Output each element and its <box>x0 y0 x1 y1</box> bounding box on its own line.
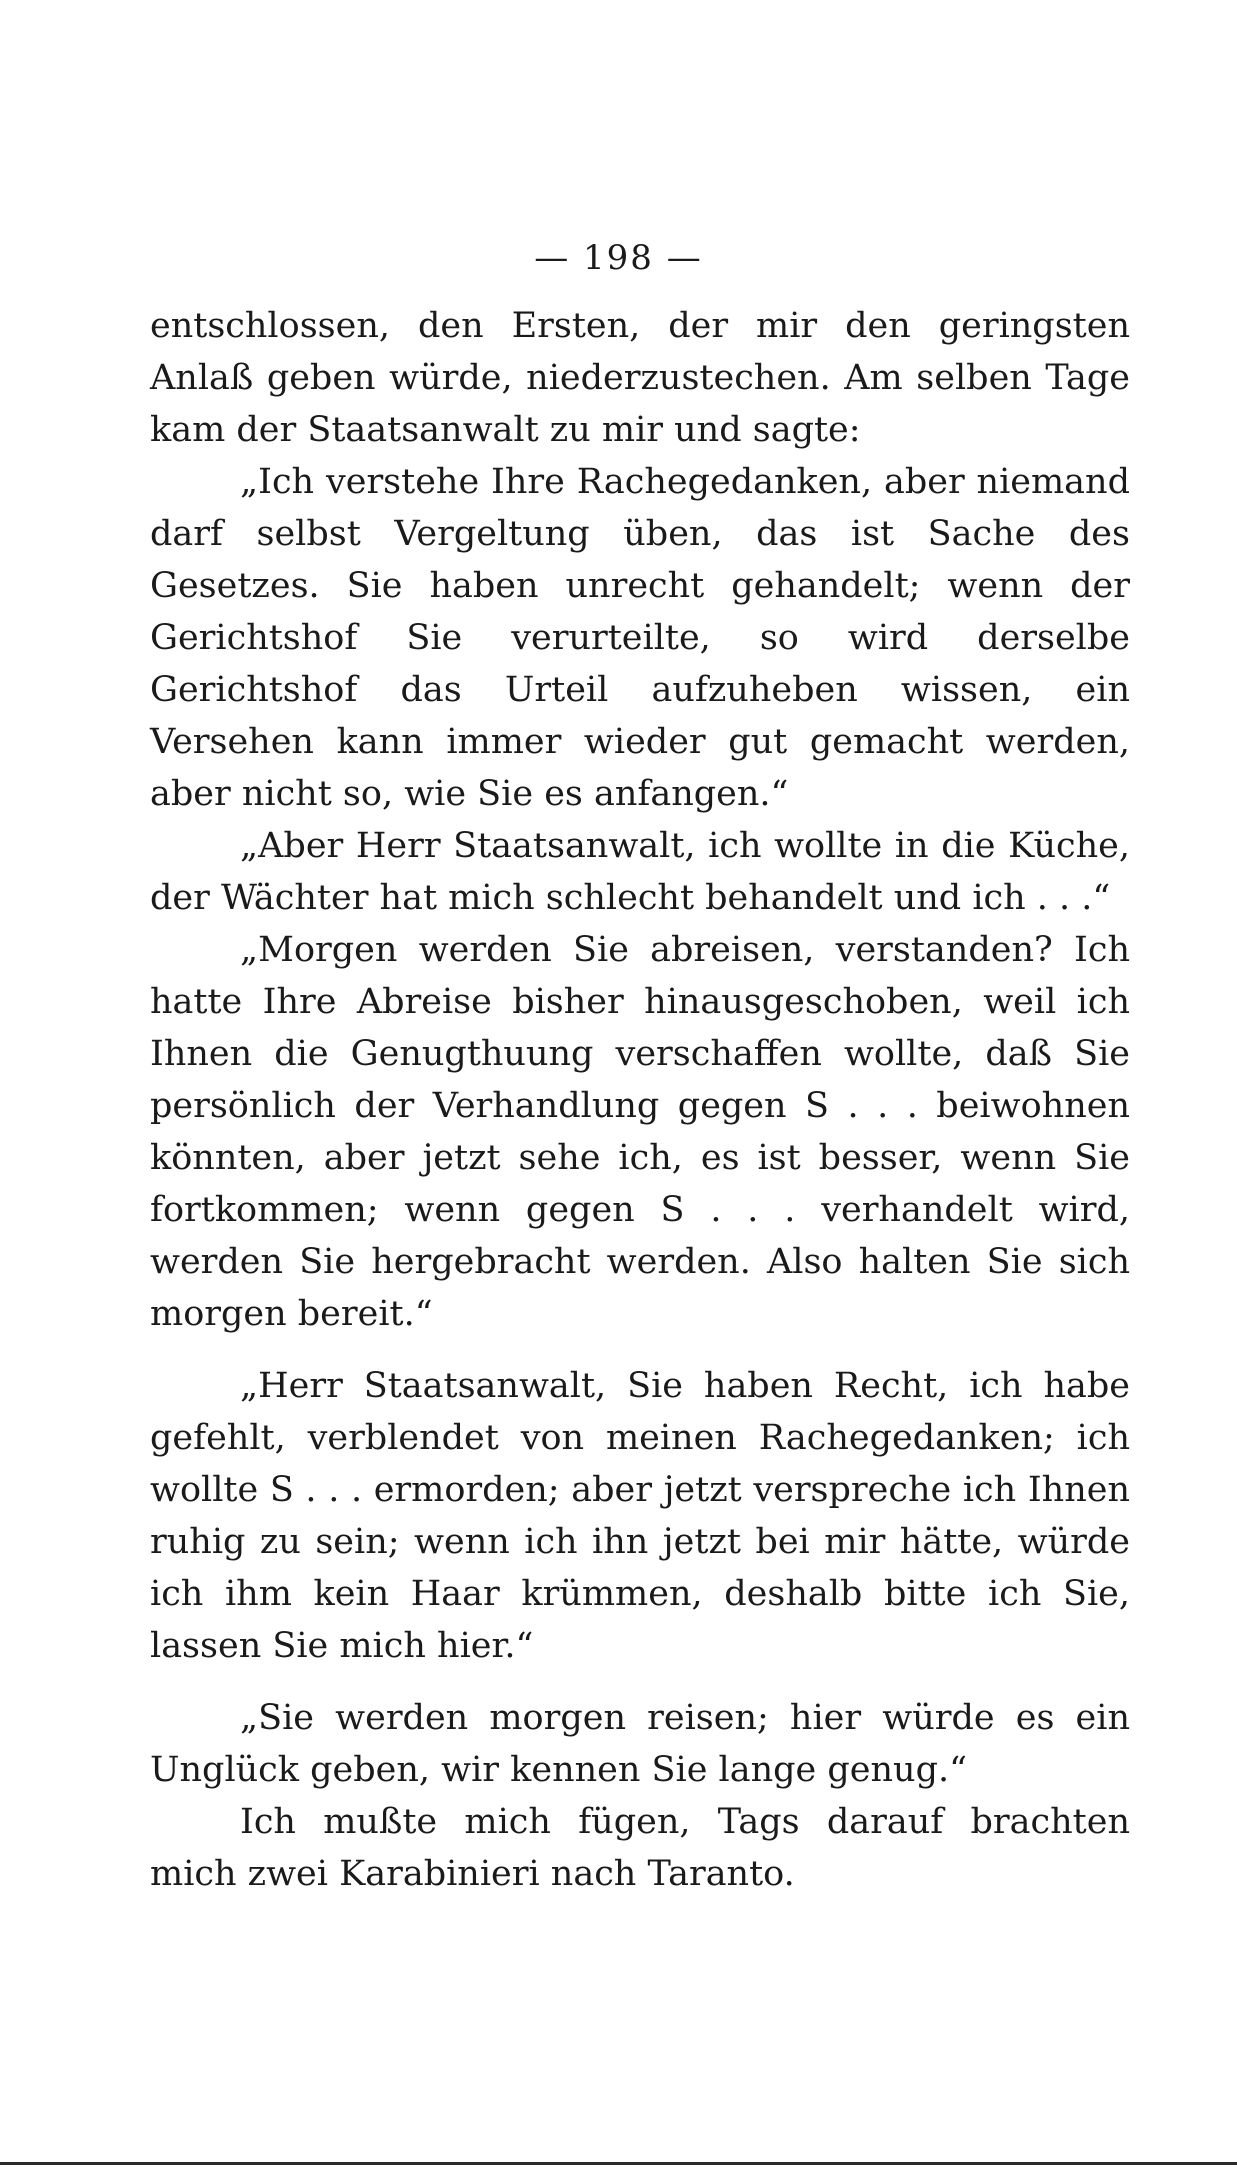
page-number: — 198 — <box>534 238 703 278</box>
paragraph-2: „Ich verstehe Ihre Rachegedanken, aber niemand darf selbst Vergeltung üben, das ist Sache des Gesetzes. Sie haben unrecht gehandelt; wenn der Gerichtshof Sie verurteilte, so wird derselbe Gerichtshof das Urteil aufzuheben wissen, ein Versehen kann immer wieder gut gemacht werden, aber nicht so, wie Sie es anfangen.“ <box>150 462 1130 814</box>
paragraph-6: „Sie werden morgen reisen; hier würde es ein Unglück geben, wir kennen Sie lange genug.“ <box>150 1698 1130 1790</box>
paragraph-5: „Herr Staatsanwalt, Sie haben Recht, ich habe gefehlt, verblendet von meinen Rachegedanken; ich wollte S . . . ermorden; aber jetzt verspreche ich Ihnen ruhig zu sein; wenn ich ihn jetzt bei mir hätte, würde ich ihm kein Haar krümmen, deshalb bitte ich Sie, lassen Sie mich hier.“ <box>150 1366 1130 1666</box>
page-body <box>150 300 1130 1900</box>
paragraph-3: „Aber Herr Staatsanwalt, ich wollte in die Küche, der Wächter hat mich schlecht behandelt und ich . . .“ <box>150 826 1130 918</box>
paragraph-7: Ich mußte mich fügen, Tags darauf brachten mich zwei Karabinieri nach Taranto. <box>150 1802 1130 1894</box>
paragraph-4: „Morgen werden Sie abreisen, verstanden? Ich hatte Ihre Abreise bisher hinausgeschoben, weil ich Ihnen die Genugthuung verschaffen wollte, daß Sie persönlich der Verhandlung gegen S . . . beiwohnen könnten, aber jetzt sehe ich, es ist besser, wenn Sie fortkommen; wenn gegen S . . . verhandelt wird, werden Sie hergebracht werden. Also halten Sie sich morgen bereit.“ <box>150 930 1130 1334</box>
bottom-edge-rule <box>0 2162 1237 2165</box>
paragraph-1: entschlossen, den Ersten, der mir den geringsten Anlaß geben würde, niederzustechen. Am selben Tage kam der Staatsanwalt zu mir und sagte: <box>150 306 1130 450</box>
